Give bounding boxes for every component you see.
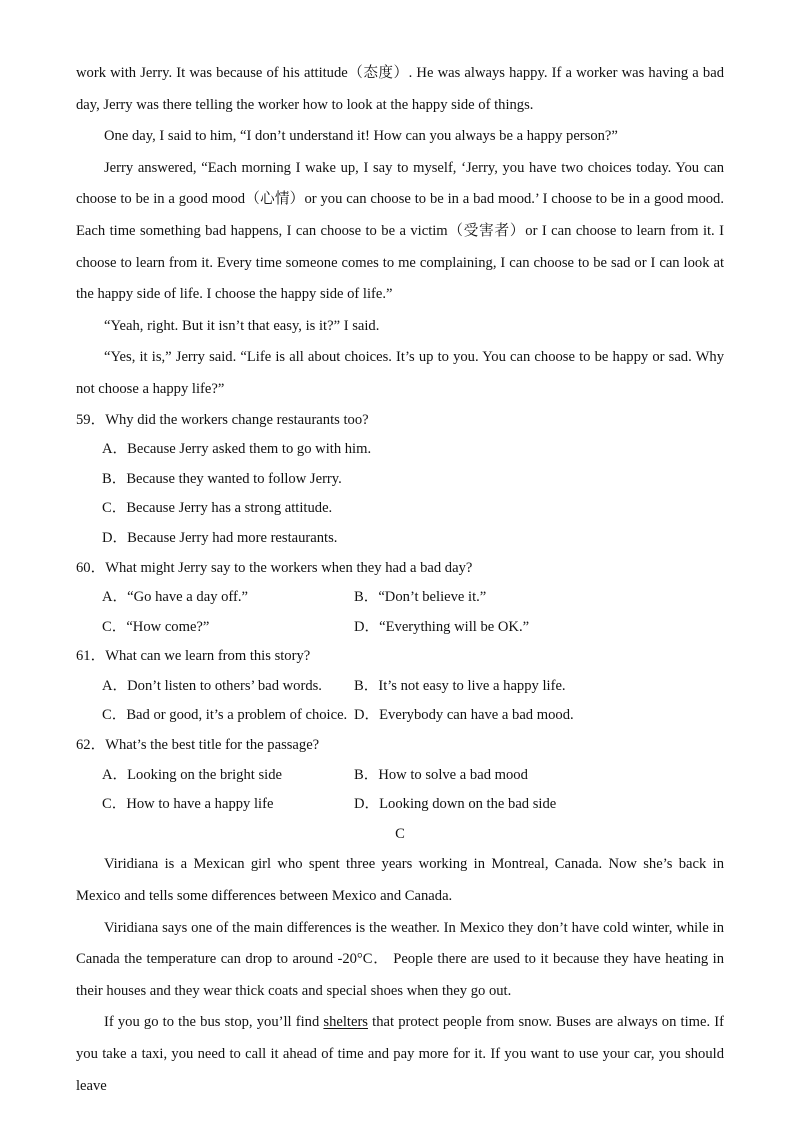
- option-a: A．Looking on the bright side: [102, 766, 282, 783]
- question-stem: 62．What’s the best title for the passage?: [76, 737, 320, 754]
- document-page: [76, 58, 724, 1102]
- option-c: C．Because Jerry has a strong attitude.: [102, 500, 333, 517]
- option-a: A．“Go have a day off.”: [102, 589, 249, 606]
- underlined-word-shelters: shelters: [323, 1014, 368, 1031]
- option-c: C．Bad or good, it’s a problem of choice.: [102, 707, 348, 724]
- question-59: [76, 406, 724, 554]
- question-60: [76, 554, 724, 643]
- option-b: B．How to solve a bad mood: [354, 766, 528, 783]
- passage-c-paragraph-2: Viridiana says one of the main differences is the weather. In Mexico they don’t have cold winter, while in Canada the temperature can drop to around -20°C． People there are used to it because they have heating in their houses and they wear thick coats and special shoes when they go out.: [76, 919, 724, 999]
- option-d: D．Looking down on the bad side: [354, 796, 557, 813]
- question-61: [76, 642, 724, 731]
- option-c: C．How to have a happy life: [102, 796, 274, 813]
- passage-b-paragraph-1: work with Jerry. It was because of his attitude（态度）. He was always happy. If a worker was having a bad day, Jerry was there telling the worker how to look at the happy side of things.: [76, 65, 724, 113]
- passage-c-paragraph-1: Viridiana is a Mexican girl who spent three years working in Montreal, Canada. Now she’s back in Mexico and tells some differences between Mexico and Canada.: [76, 856, 724, 905]
- passage-b-paragraph-3: Jerry answered, “Each morning I wake up, I say to myself, ‘Jerry, you have two choices today. You can choose to be in a good mood（心情）or you can choose to be in a bad mood.’ I choose to be in a good mood. Each time something bad happens, I can choose to be a victim（受害者）or I can choose to learn from it. I choose to learn from it. Every time someone comes to me complaining, I can choose to be sad or I can look at the happy side of life. I choose the happy side of life.”: [76, 159, 724, 303]
- text-segment: If you go to the bus stop, you’ll find: [104, 1014, 324, 1031]
- passage-b-paragraph-4: “Yeah, right. But it isn’t that easy, is it?” I said.: [104, 317, 380, 334]
- option-b: B．“Don’t believe it.”: [354, 589, 487, 606]
- option-a: A．Don’t listen to others’ bad words.: [102, 677, 322, 694]
- passage-b-paragraph-2: One day, I said to him, “I don’t understand it! How can you always be a happy person?”: [104, 128, 618, 145]
- question-stem: 59．Why did the workers change restaurants too?: [76, 411, 369, 428]
- option-d: D．Everybody can have a bad mood.: [354, 707, 574, 724]
- option-d: D．Because Jerry had more restaurants.: [102, 529, 338, 546]
- passage-c-paragraph-3: [76, 1007, 724, 1102]
- question-62: [76, 731, 724, 820]
- section-c-heading: C: [395, 825, 405, 842]
- option-c: C．“How come?”: [102, 618, 210, 635]
- question-stem: 60．What might Jerry say to the workers when they had a bad day?: [76, 559, 473, 576]
- option-b: B．It’s not easy to live a happy life.: [354, 677, 566, 694]
- passage-b-paragraph-5: “Yes, it is,” Jerry said. “Life is all about choices. It’s up to you. You can choose to be happy or sad. Why not choose a happy life?”: [76, 349, 724, 397]
- option-d: D．“Everything will be OK.”: [354, 618, 530, 635]
- question-stem: 61．What can we learn from this story?: [76, 648, 311, 665]
- text-segment: that protect people from snow. Buses are always on time. If you take a taxi, you need to call it ahead of time and pay more for it. If you want to use your car, you should leave: [76, 1014, 724, 1094]
- option-a: A．Because Jerry asked them to go with him.: [102, 441, 372, 458]
- option-b: B．Because they wanted to follow Jerry.: [102, 470, 342, 487]
